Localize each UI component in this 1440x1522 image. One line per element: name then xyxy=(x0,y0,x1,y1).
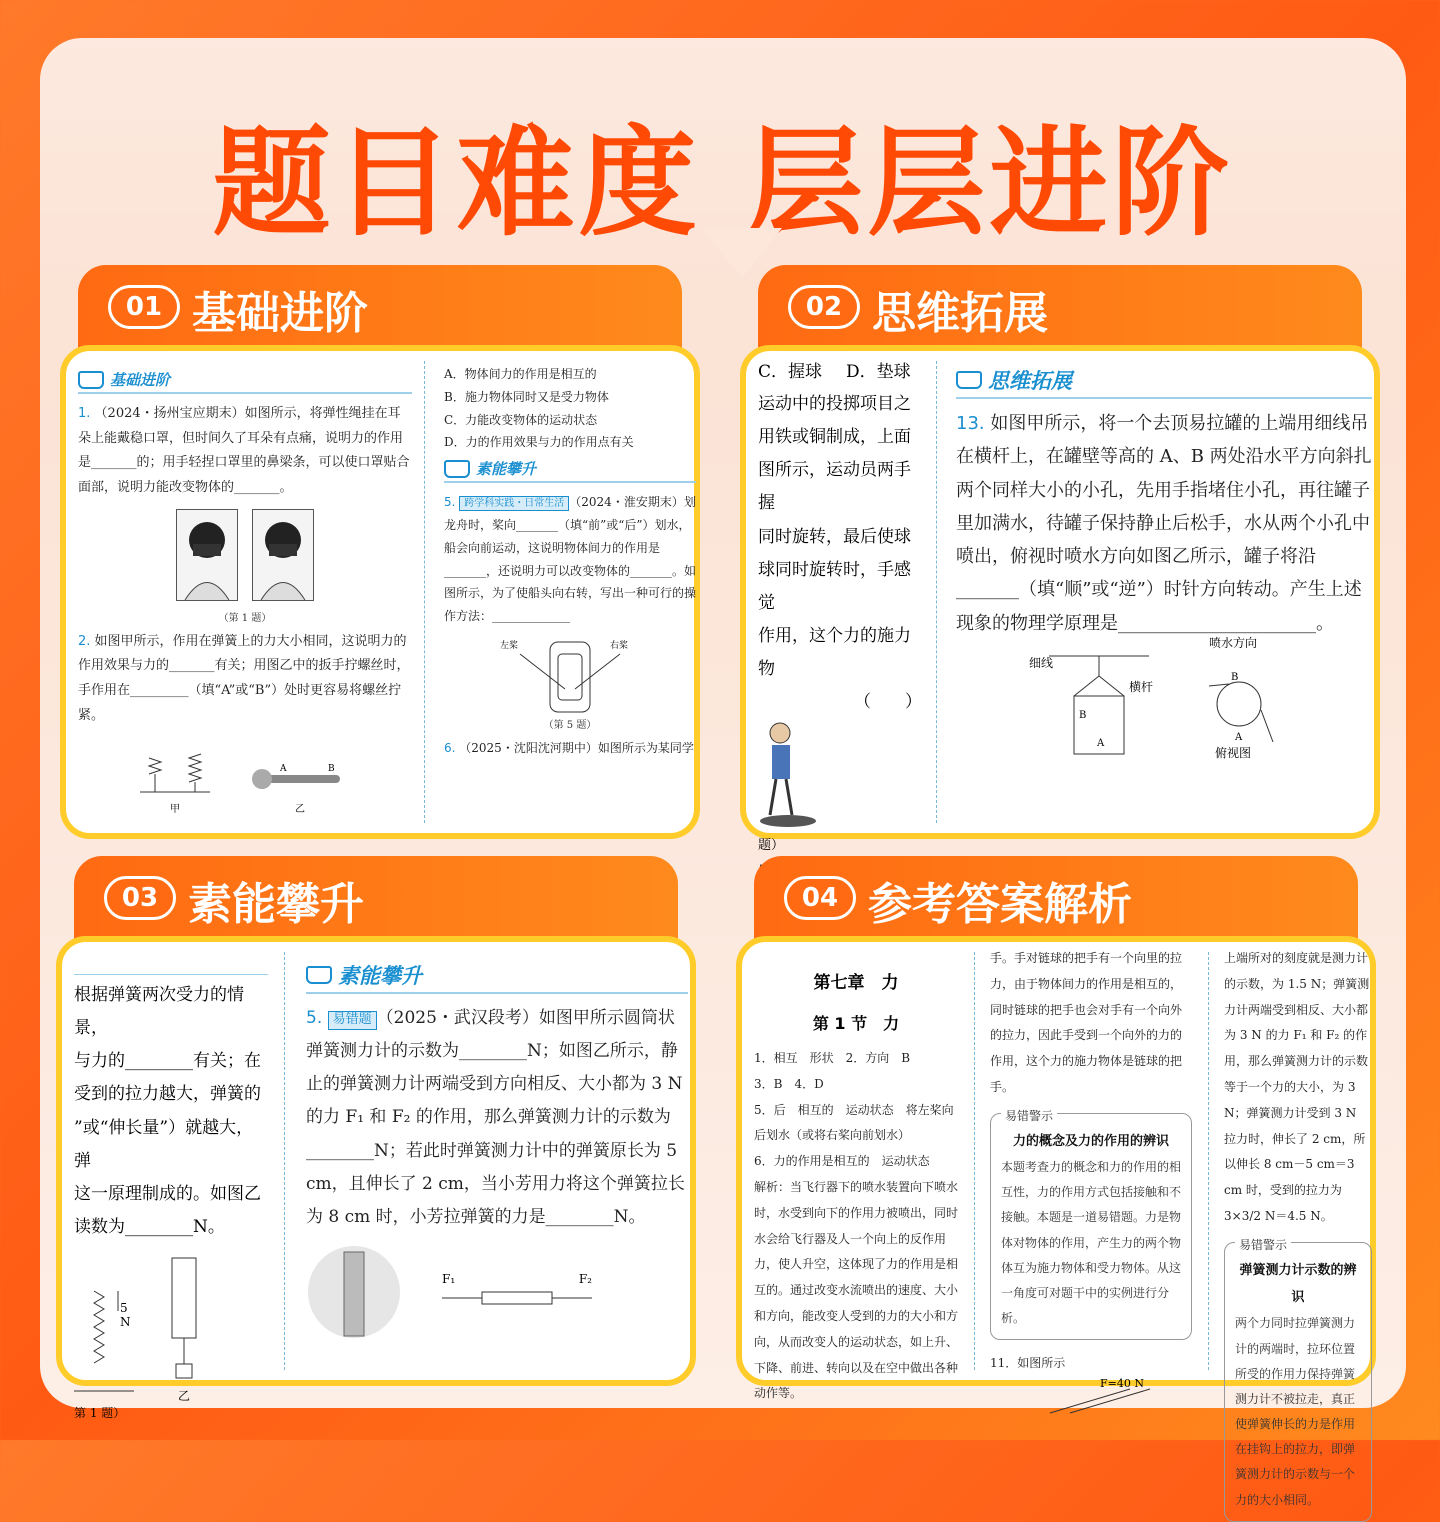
figure-can xyxy=(956,636,1372,761)
answer-1: 1．相互 形状 2．方向 B xyxy=(754,1051,911,1065)
svg-text:B: B xyxy=(1079,710,1087,722)
page-excerpt xyxy=(56,936,696,1421)
option-b: B．施力物体同时又是受力物体 xyxy=(444,389,609,404)
figure-springs: 5 N 乙 xyxy=(74,1254,268,1404)
section-badge: 04 xyxy=(784,876,856,920)
option-a: A．物体间力的作用是相互的 xyxy=(444,367,597,381)
answer-5: 5．后 相互的 运动状态 将左桨向后划水（或将右桨向前划水） xyxy=(754,1102,954,1143)
question-1: 1. （2024・扬州宝应期末）如图所示，将弹性绳挂在耳朵上能戴稳口罩，但时间久了耳朵有点痛，说明力的作用是_______的；用手轻捏口罩里的鼻梁条，可以使口罩贴合面部，说明力能改变物体的_______。 xyxy=(78,406,410,496)
book-icon xyxy=(956,371,982,389)
column-left: 根据弹簧两次受力的情景， 与力的________有关；在 受到的拉力越大，弹簧的 ”或“伸长量”）就越大，弹 这一原理制成的。如图乙 读数为________N。 5 N 乙 第 1 题） xyxy=(62,942,280,1380)
chapter-title: 第七章 力 xyxy=(813,973,899,993)
section-heading: 第 1 节 力 xyxy=(812,1014,900,1033)
answer-continued: 手。手对链球的把手有一个向里的拉力，由于物体间力的作用是相互的，同时链球的把手也会对手有一个向外的拉力，因此手受到一个向外的力的作用，这个力的施力物体是链球的把手。 xyxy=(990,951,1183,1094)
question-text: 运动中的投掷项目之 用铁或铜制成，上面 图所示，运动员两手握 同时旋转，最后使球 球同时旋转时，手感觉 作用，这个力的施力物 （ ） xyxy=(758,394,922,713)
page-excerpt xyxy=(736,936,1376,1507)
svg-text:A: A xyxy=(280,763,287,774)
svg-text:A: A xyxy=(1097,738,1105,750)
figure-caption: （第 1 题） xyxy=(218,612,272,624)
section-title: 思维拓展 xyxy=(872,288,1048,339)
column-right xyxy=(294,942,700,1380)
option-d: D．力的作用效果与力的作用点有关 xyxy=(444,435,634,450)
figure-caption: （第 5 题） xyxy=(543,719,597,731)
question-5: 5. 跨学科实践・日常生活 （2024・淮安期末）划龙舟时，桨向_______（填“前”或“后”）划水，船会向前运动，这说明物体间力的作用是_______，还说明力可以改变物体的_______。如图所示，为了使船头向右转，写出一种可行的操作方法：_____________ xyxy=(444,495,697,624)
book-icon xyxy=(306,966,332,984)
book-icon xyxy=(444,460,470,478)
mistake-warning-box: 易错警示 力的概念及力的作用的辨识 本题考查力的概念和力的作用的相互性，力的作用方式包括接触和不接触。本题是一道易错题。力是物体对物体的作用，产生力的两个物体互为施力物体和受力物体。从这一角度可对题干中的实例进行分析。 xyxy=(990,1113,1192,1341)
question-text: 根据弹簧两次受力的情景， 与力的________有关；在 受到的拉力越大，弹簧的 ”或“伸长量”）就越大，弹 这一原理制成的。如图乙 读数为________N。 xyxy=(74,974,268,1244)
answer-6: 6．力的作用是相互的 运动状态 xyxy=(754,1154,930,1169)
section-title: 素能攀升 xyxy=(188,879,364,930)
svg-text:左桨: 左桨 xyxy=(500,640,519,651)
figure-masks xyxy=(78,509,412,601)
figure-force: F=40 N xyxy=(990,1375,1192,1415)
figure-meters: F₁ F₂ xyxy=(306,1244,688,1340)
column-divider xyxy=(284,952,285,1370)
figure-can-top: 喷水方向 B A 俯视图 xyxy=(1189,648,1299,758)
question-5: 5. 易错题 （2025・武汉段考）如图甲所示圆筒状弹簧测力计的示数为________N；如图乙所示，静止的弹簧测力计两端受到方向相反、大小都为 3 N 的力 F₁ 和 F₂ 的作用，那么弹簧测力计的示数为________N；若此时弹簧测力计中的弹簧原长为 5 cm，且伸长了 2 cm，当小芳用力将这个弹簧拉长为 8 cm 时，小芳拉弹簧的力是________N。 xyxy=(306,1008,685,1227)
answer-6-explanation: 解析：当飞行器下的喷水装置向下喷水时，水受到向下的作用力被喷出，同时水会给飞行器及人一个向上的反作用力，使人升空，这体现了力的作用是相互的。通过改变水流喷出的速度、大小和方向，能改变人受到的力的大小和方向，从而改变人的运动状态，如上升、下降、前进、转向以及在空中做出各种动作等。 xyxy=(754,1179,959,1401)
svg-text:B: B xyxy=(1231,672,1239,684)
section-badge: 03 xyxy=(104,876,176,920)
figure-boat xyxy=(444,634,696,714)
figure-spring-wrench xyxy=(78,737,412,815)
option-c: C．力能改变物体的运动状态 xyxy=(444,412,598,427)
section-literacy xyxy=(74,856,685,1421)
column-3 xyxy=(1212,942,1384,1507)
svg-text:A: A xyxy=(1235,732,1243,744)
section-badge: 02 xyxy=(788,285,860,329)
options-row: C．握球 D．垫球 xyxy=(758,362,911,382)
answer-11: 11．如图所示 xyxy=(990,1356,1066,1371)
subsection-heading: 素能攀升 xyxy=(306,960,688,994)
column-divider xyxy=(974,952,975,1370)
section-basic xyxy=(78,265,697,839)
svg-text:右桨: 右桨 xyxy=(610,640,629,651)
main-title: 题目难度 层层进阶 xyxy=(212,114,1234,252)
column-2 xyxy=(978,942,1204,1391)
answer-continued: 上端所对的刻度就是测力计的示数，为 1.5 N；弹簧测力计两端受到相反、大小都为 3 N 的力 F₁ 和 F₂ 的作用，那么弹簧测力计的示数等于一个力的大小，为 3 N；弹簧测力计受到 3 N 拉力时，伸长了 2 cm，所以伸长 8 cm－5 cm＝3 cm 时，受到的拉力为 3×3/2 N＝4.5 N。 xyxy=(1224,951,1370,1223)
mask-photo-2 xyxy=(252,509,314,601)
section-thinking xyxy=(758,265,1372,854)
column-left xyxy=(66,351,424,833)
subsection-heading: 素能攀升 xyxy=(444,458,696,483)
question-2: 2. 如图甲所示，作用在弹簧上的力大小相同，这说明力的作用效果与力的_______有关；用图乙中的扳手拧螺丝时，手作用在_________（填“A”或“B”）处时更容易将螺丝拧紧。 xyxy=(78,633,410,723)
section-answers xyxy=(754,856,1370,1507)
column-right xyxy=(432,351,708,833)
svg-text:B: B xyxy=(328,763,335,774)
mask-photo-1 xyxy=(176,509,238,601)
column-divider xyxy=(1208,952,1209,1370)
column-1 xyxy=(742,942,970,1401)
mistake-warning-box: 易错警示 弹簧测力计示数的辨识 两个力同时拉弹簧测力计的两端时，拉环位置所受的作用力保持弹簧测力计不被拉走，真正使弹簧伸长的力是作用在挂钩上的拉力，即弹簧测力计的示数与一个力的大小相同。 xyxy=(1224,1242,1372,1522)
column-divider xyxy=(424,361,425,823)
figure-can-side: B A 细线 横杆 xyxy=(1029,648,1159,758)
section-title: 参考答案解析 xyxy=(868,879,1132,930)
page-excerpt xyxy=(60,345,700,839)
column-left: C．握球 D．垫球 运动中的投掷项目之 用铁或铜制成，上面 图所示，运动员两手握 同时旋转，最后使球 球同时旋转时，手感觉 作用，这个力的施力物 （ ） 题） xyxy=(746,351,934,833)
section-badge: 01 xyxy=(108,285,180,329)
hammer-thrower-figure xyxy=(758,719,818,829)
figure-spring: 甲 xyxy=(140,737,210,815)
question-6: 6. （2025・沈阳沈河期中）如图所示为某同学 xyxy=(444,740,694,755)
page-excerpt xyxy=(740,345,1380,854)
answer-3: 3．B 4．D xyxy=(754,1076,824,1091)
column-right xyxy=(944,351,1384,833)
section-title: 基础进阶 xyxy=(192,288,368,339)
subsection-heading: 基础进阶 xyxy=(78,369,412,394)
subsection-heading: 思维拓展 xyxy=(956,365,1372,399)
question-13: 13. 如图甲所示，将一个去顶易拉罐的上端用细线吊在横杆上，在罐壁等高的 A、B 两处沿水平方向斜扎两个同样大小的小孔，先用手指堵住小孔，再往罐子里加满水，待罐子保持静止后松手，水从两个小孔中喷出，俯视时喷水方向如图乙所示，罐子将沿_______（填“顺”或“逆”）时针方向转动。产生上述现象的物理学原理是______________________。 xyxy=(956,413,1372,634)
book-icon xyxy=(78,371,104,389)
figure-wrench: A B 乙 xyxy=(250,757,350,815)
column-divider xyxy=(936,361,937,823)
